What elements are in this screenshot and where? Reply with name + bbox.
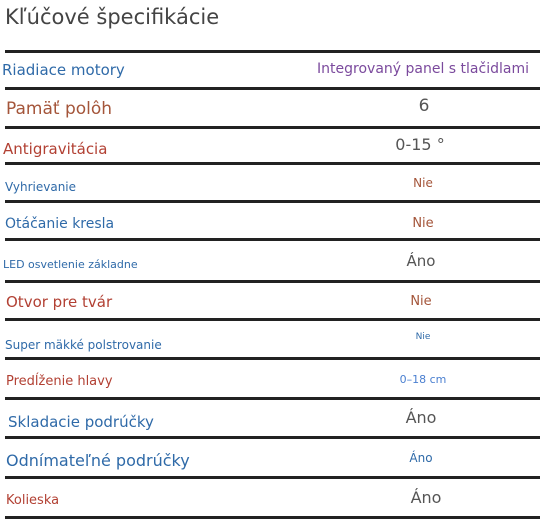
spec-label: LED osvetlenie základne [3,258,138,271]
divider [5,200,540,203]
spec-value: Áno [406,252,436,270]
divider [5,397,540,400]
spec-value: 6 [418,96,430,116]
divider [5,476,540,479]
spec-value: Nie [415,332,431,342]
spec-label: Predĺženie hlavy [6,374,113,389]
spec-label: Vyhrievanie [5,180,77,194]
spec-value: 0–18 cm [399,373,447,386]
divider [5,162,540,165]
spec-label: Kolieska [6,493,60,508]
spec-label: Skladacie podrúčky [8,413,154,431]
spec-value: Nie [412,216,434,231]
spec-value: 0-15 ° [395,135,445,154]
spec-label: Riadiace motory [2,61,125,79]
spec-label: Otvor pre tvár [6,293,113,311]
divider [5,126,540,129]
divider [5,516,540,519]
spec-value: Integrovaný panel s tlačidlami [317,61,529,77]
spec-value: Áno [410,488,442,507]
divider [5,87,540,90]
page-title: Kľúčové špecifikácie [5,5,220,29]
divider [5,238,540,241]
spec-label: Pamäť polôh [6,99,113,119]
spec-label: Odnímateľné podrúčky [6,451,190,470]
spec-label: Otáčanie kresla [5,216,115,232]
spec-value: Nie [410,294,432,309]
divider [5,50,540,53]
spec-label: Super mäkké polstrovanie [5,338,162,352]
spec-value: Nie [413,176,433,190]
divider [5,280,540,283]
divider [5,436,540,439]
spec-value: Áno [405,408,437,427]
spec-label: Antigravitácia [3,140,108,158]
spec-value: Áno [409,451,433,465]
divider [5,357,540,360]
divider [5,318,540,321]
